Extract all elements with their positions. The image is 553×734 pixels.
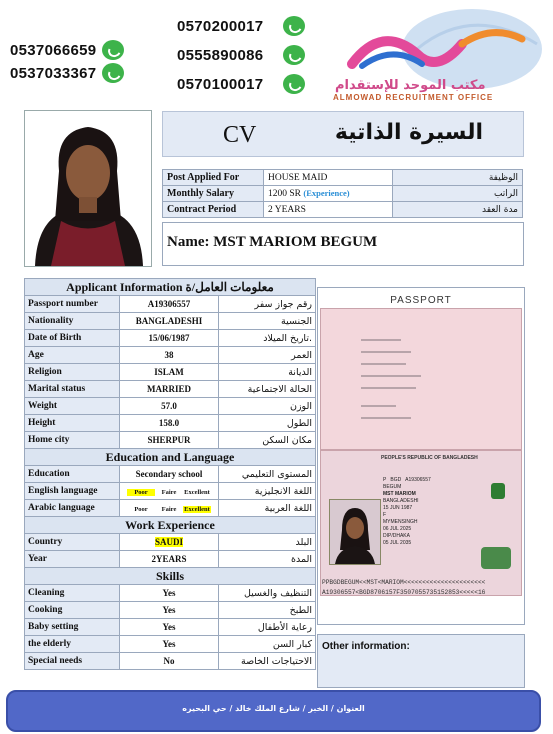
whatsapp-icon [102,63,124,83]
passport-page-upper [320,308,522,450]
row-arabic: الحالة الاجتماعية [219,381,316,398]
row-label: Arabic language [25,500,120,517]
row-arabic: الطبخ [219,602,316,619]
table-row [25,534,316,551]
table-row [25,500,316,517]
phone-center-2 [177,45,305,65]
phone-left-1 [10,40,124,60]
row-value: 57.0 [120,398,219,415]
job-table [162,169,523,218]
job-row [163,186,523,202]
experience-note: (Experience) [303,188,350,198]
work-header: Work Experience [25,517,316,534]
cv-title-en: CV [223,122,257,148]
table-row [25,585,316,602]
row-value: No [120,653,219,670]
row-label: Cleaning [25,585,120,602]
row-arabic: اللغة العربية [219,500,316,517]
job-label: Post Applied For [163,170,264,186]
country-value: SAUDI [154,537,183,547]
job-arabic: مدة العقد [393,202,523,218]
row-arabic: الديانة [219,364,316,381]
job-value-text: HOUSE MAID [268,172,328,183]
row-value: Yes [120,619,219,636]
education-header: Education and Language [25,449,316,466]
row-label: Country [25,534,120,551]
applicant-info-header: Applicant Information معلومات العامل/ة [25,279,316,296]
row-value: Yes [120,636,219,653]
passport-label: PASSPORT [390,295,452,306]
row-arabic: الجنسية [219,313,316,330]
section-header [25,568,316,585]
job-value [264,186,393,202]
level-faire: Faire [161,506,177,513]
row-arabic: تاريخ الميلاد. [219,330,316,347]
row-label: Cooking [25,602,120,619]
row-label: Year [25,551,120,568]
other-information-box [317,634,525,688]
level-excellent: Excellent [184,506,210,513]
row-label: Age [25,347,120,364]
row-value [120,534,219,551]
row-label: Weight [25,398,120,415]
phone-number: 0570100017 [177,75,264,93]
passport-surname: BEGUM [383,484,402,490]
mrz-line-1: PPBGDBEGUM<<MST<MARIOM<<<<<<<<<<<<<<<<<<<<<< [322,579,486,586]
logo-arabic-text: مكتب الموحد للإستقدام [335,78,486,93]
job-row [163,170,523,186]
row-label: Passport number [25,296,120,313]
language-levels [120,483,219,500]
job-label: Monthly Salary [163,186,264,202]
row-label: Special needs [25,653,120,670]
phone-number: 0555890086 [177,46,264,64]
passport-expiry: 05 JUL 2035 [383,540,412,546]
whatsapp-icon [102,40,124,60]
row-arabic: كبار السن [219,636,316,653]
section-header [25,449,316,466]
job-value [264,202,393,218]
passport-mrz [322,578,520,598]
table-row [25,636,316,653]
passport-page-data [320,450,522,596]
table-row [25,466,316,483]
name-box [162,222,524,266]
emblem-icon [491,483,505,499]
address-text: العنوان / الخبر / شارع الملك خالد / حي البحيره [182,704,365,713]
skills-header: Skills [25,568,316,585]
row-label: Education [25,466,120,483]
passport-code: BGD [390,477,402,483]
row-value: MARRIED [120,381,219,398]
passport-issue: 06 JUL 2025 [383,526,412,532]
job-arabic: الوظيفة [393,170,523,186]
passport-place: MYMENSINGH [383,519,418,525]
language-levels [120,500,219,517]
row-label: Height [25,415,120,432]
level-poor: Poor [127,489,155,496]
whatsapp-icon [283,74,305,94]
job-label: Contract Period [163,202,264,218]
applicant-table [24,278,316,670]
row-arabic: رعاية الأطفال [219,619,316,636]
row-value: A19306557 [120,296,219,313]
row-arabic: التنظيف والغسيل [219,585,316,602]
row-label: Baby setting [25,619,120,636]
other-information-label: Other information: [322,641,410,652]
job-row [163,202,523,218]
table-row [25,415,316,432]
table-row [25,602,316,619]
row-arabic: المدة [219,551,316,568]
row-value: 15/06/1987 [120,330,219,347]
row-arabic: المستوى التعليمي [219,466,316,483]
phone-number: 0537033367 [10,64,97,82]
table-row [25,347,316,364]
table-row [25,432,316,449]
row-value: 158.0 [120,415,219,432]
passport-dob: 15 JUN 1987 [383,505,413,511]
table-row [25,313,316,330]
phone-center-1 [177,16,305,36]
level-poor: Poor [134,506,148,513]
row-label: the elderly [25,636,120,653]
passport-photo [329,499,381,565]
table-row [25,483,316,500]
cv-title-ar: السيرة الذاتية [334,120,483,145]
row-arabic: الطول [219,415,316,432]
logo-english-text: ALMOWAD RECRUITMENT OFFICE [333,93,494,102]
row-label: Date of Birth [25,330,120,347]
row-value: SHERPUR [120,432,219,449]
table-row [25,381,316,398]
row-value: ISLAM [120,364,219,381]
row-arabic: الوزن [219,398,316,415]
row-arabic: مكان السكن [219,432,316,449]
row-label: Marital status [25,381,120,398]
whatsapp-icon [283,45,305,65]
phone-number: 0570200017 [177,17,264,35]
level-faire: Faire [161,489,177,496]
phone-left-2 [10,63,124,83]
passport-nationality: BANGLADESHI [383,498,419,504]
row-value: BANGLADESHI [120,313,219,330]
applicant-name: Name: MST MARIOM BEGUM [167,234,378,250]
job-value-text: 1200 SR [268,189,301,199]
row-value: Yes [120,585,219,602]
job-value-text: 2 YEARS [268,204,306,215]
job-value [264,170,393,186]
phone-number: 0537066659 [10,41,97,59]
passport-given-name: MST MARIOM [383,491,416,497]
passport-number: A19306557 [405,477,431,483]
row-label: English language [25,483,120,500]
row-arabic: العمر [219,347,316,364]
table-row [25,398,316,415]
table-row [25,551,316,568]
phone-center-3 [177,74,305,94]
table-row [25,653,316,670]
row-value: Secondary school [120,466,219,483]
row-label: Home city [25,432,120,449]
section-header [25,279,316,296]
whatsapp-icon [283,16,305,36]
passport-sex: F [383,512,387,518]
table-row [25,330,316,347]
row-arabic: رقم جواز سفر [219,296,316,313]
job-arabic: الراتب [393,186,523,202]
row-value: Yes [120,602,219,619]
map-icon [481,547,511,569]
table-row [25,364,316,381]
cv-title-box [162,111,524,157]
row-value: 2YEARS [120,551,219,568]
level-excellent: Excellent [184,489,210,496]
row-value: 38 [120,347,219,364]
table-row [25,619,316,636]
section-header [25,517,316,534]
passport-authority: DIP/DHAKA [383,533,410,539]
address-footer [6,690,541,732]
row-arabic: الاحتياجات الخاصة [219,653,316,670]
applicant-photo [24,110,152,267]
passport-box [317,287,525,625]
passport-header: PEOPLE'S REPUBLIC OF BANGLADESH [381,455,478,461]
row-label: Nationality [25,313,120,330]
mrz-line-2: A19306557<BGD8706157F3507055735152853<<<<<16 [322,589,486,596]
passport-type: P [383,477,387,483]
row-arabic: اللغة الانجليزية [219,483,316,500]
table-row [25,296,316,313]
row-label: Religion [25,364,120,381]
row-arabic: البلد [219,534,316,551]
